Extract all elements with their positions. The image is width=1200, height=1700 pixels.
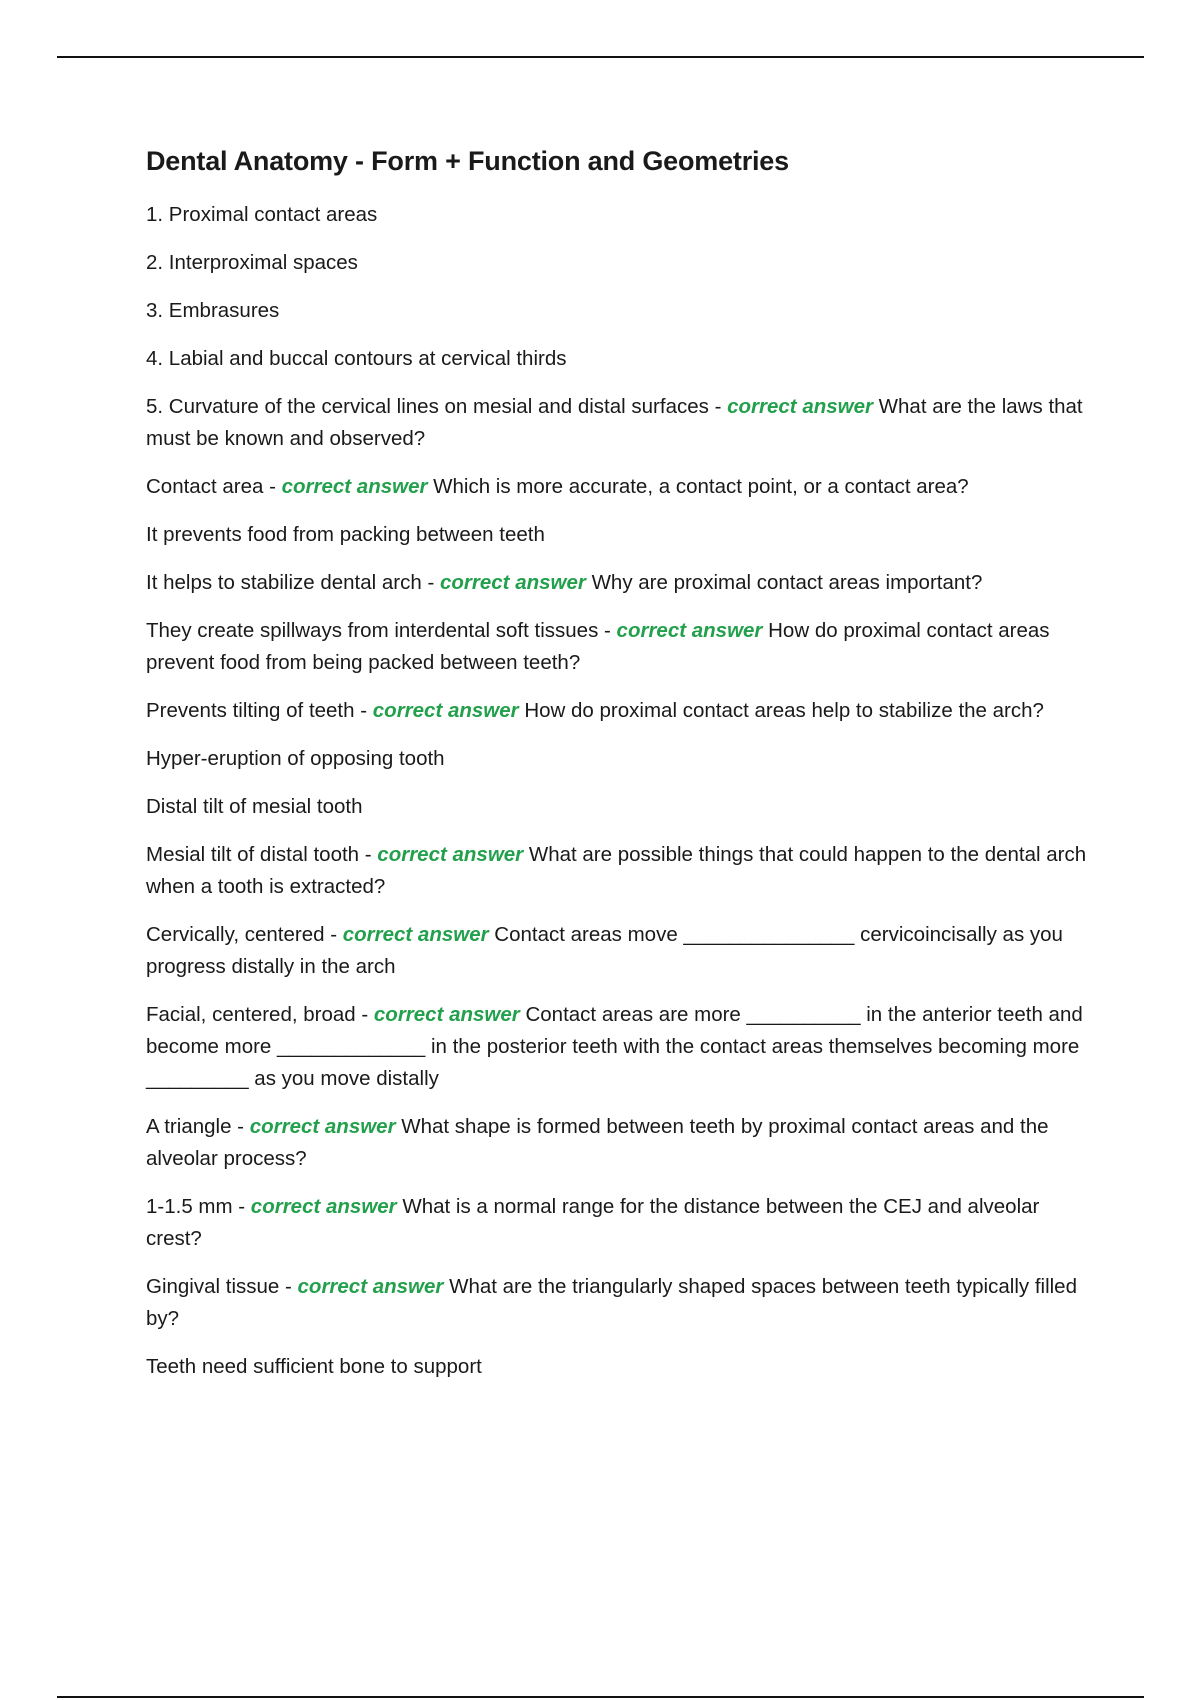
qa-paragraph — [146, 743, 1094, 775]
separator: - — [324, 923, 343, 947]
answer-text: 5. Curvature of the cervical lines on mesial and distal surfaces — [146, 395, 709, 419]
qa-paragraph — [146, 471, 1094, 503]
qa-paragraph — [146, 391, 1094, 455]
qa-paragraph — [146, 1271, 1094, 1335]
answer-text: Hyper-eruption of opposing tooth — [146, 747, 445, 771]
answer-text: Prevents tilting of teeth — [146, 699, 355, 723]
correct-answer-marker: correct answer — [616, 619, 763, 643]
answer-text: Gingival tissue — [146, 1275, 280, 1299]
answer-text: It prevents food from packing between teeth — [146, 523, 545, 547]
answer-text: They create spillways from interdental soft tissues — [146, 619, 599, 643]
correct-answer-marker: correct answer — [440, 571, 586, 595]
answer-text: 3. Embrasures — [146, 299, 280, 323]
answer-text: 2. Interproximal spaces — [146, 251, 358, 275]
separator: - — [232, 1195, 251, 1219]
correct-answer-marker: correct answer — [281, 475, 428, 499]
qa-paragraph — [146, 919, 1094, 983]
answer-text: Distal tilt of mesial tooth — [146, 795, 363, 819]
document-body — [146, 144, 1094, 1399]
answer-text: A triangle — [146, 1115, 232, 1139]
answer-text: Cervically, centered — [146, 923, 325, 947]
qa-paragraph — [146, 999, 1094, 1095]
separator: - — [359, 843, 378, 867]
correct-answer-marker: correct answer — [342, 923, 489, 947]
answer-text: 1. Proximal contact areas — [146, 203, 378, 227]
top-rule — [57, 56, 1144, 58]
separator: - — [263, 475, 282, 499]
qa-list — [146, 199, 1094, 1383]
question-text: What is a normal range for the distance between the CEJ and alveolar crest? — [146, 1195, 1040, 1251]
question-text: How do proximal contact areas help to stabilize the arch? — [524, 699, 1044, 723]
qa-paragraph — [146, 791, 1094, 823]
correct-answer-marker: correct answer — [727, 395, 873, 419]
question-text: What are possible things that could happen to the dental arch when a tooth is extracted? — [146, 843, 1087, 899]
answer-text: 4. Labial and buccal contours at cervical thirds — [146, 347, 567, 371]
answer-text: Mesial tilt of distal tooth — [146, 843, 360, 867]
question-text: How do proximal contact areas prevent food from being packed between teeth? — [146, 619, 1050, 675]
correct-answer-marker: correct answer — [373, 1003, 520, 1027]
correct-answer-marker: correct answer — [297, 1275, 444, 1299]
question-text: Which is more accurate, a contact point, or a contact area? — [433, 475, 969, 499]
document-title: Dental Anatomy - Form + Function and Geometries — [146, 146, 789, 176]
separator: - — [598, 619, 617, 643]
correct-answer-marker: correct answer — [250, 1195, 397, 1219]
qa-paragraph — [146, 519, 1094, 551]
question-text: What shape is formed between teeth by proximal contact areas and the alveolar process? — [146, 1115, 1049, 1171]
qa-paragraph — [146, 839, 1094, 903]
qa-paragraph — [146, 1191, 1094, 1255]
qa-paragraph — [146, 199, 1094, 231]
separator: - — [231, 1115, 250, 1139]
qa-paragraph — [146, 615, 1094, 679]
answer-text: Teeth need sufficient bone to support — [146, 1355, 482, 1379]
qa-paragraph — [146, 343, 1094, 375]
qa-paragraph — [146, 1351, 1094, 1383]
answer-text: Facial, centered, broad — [146, 1003, 356, 1027]
qa-paragraph — [146, 1111, 1094, 1175]
correct-answer-marker: correct answer — [377, 843, 524, 867]
separator: - — [355, 1003, 374, 1027]
separator: - — [354, 699, 373, 723]
qa-paragraph — [146, 247, 1094, 279]
correct-answer-marker: correct answer — [249, 1115, 396, 1139]
question-text: Contact areas are more __________ in the anterior teeth and become more _____________ in the posterior teeth with the contact areas themselves becoming more _________ as you move distally — [146, 1003, 1083, 1091]
separator: - — [421, 571, 440, 595]
question-text: What are the triangularly shaped spaces between teeth typically filled by? — [146, 1275, 1077, 1331]
question-text: What are the laws that must be known and observed? — [146, 395, 1083, 451]
separator: - — [279, 1275, 298, 1299]
bottom-rule — [57, 1696, 1144, 1698]
qa-paragraph — [146, 295, 1094, 327]
correct-answer-marker: correct answer — [372, 699, 519, 723]
question-text: Why are proximal contact areas important? — [591, 571, 983, 595]
answer-text: Contact area — [146, 475, 264, 499]
question-text: Contact areas move _______________ cervicoincisally as you progress distally in the arch — [146, 923, 1063, 979]
qa-paragraph — [146, 695, 1094, 727]
answer-text: It helps to stabilize dental arch — [146, 571, 422, 595]
qa-paragraph — [146, 567, 1094, 599]
answer-text: 1-1.5 mm — [146, 1195, 233, 1219]
separator: - — [708, 395, 728, 419]
